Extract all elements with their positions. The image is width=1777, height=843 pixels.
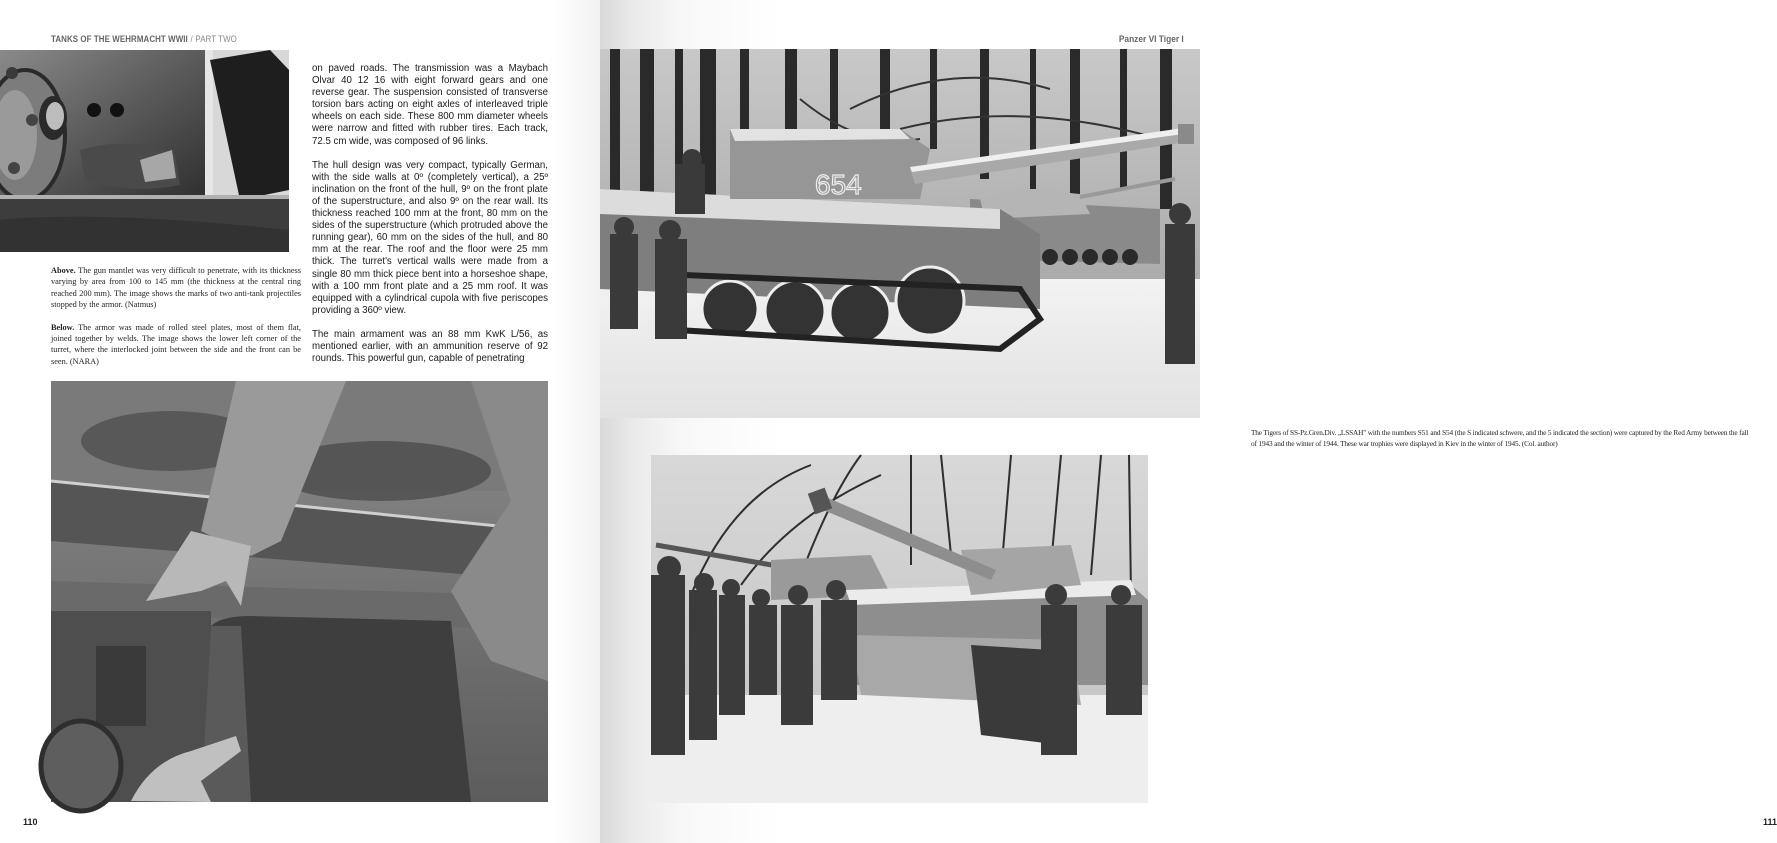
running-head-left [51,34,237,44]
caption-above [51,265,301,311]
caption-below [51,322,301,368]
caption-above-label: Above. [51,266,76,275]
tiger-display-photo [651,455,1148,803]
right-caption: The Tigers of SS-Pz.Gren.Div. „LSSAH" with the numbers S51 and S54 (the S indicated schwere, and the 5 indicated the section) were captured by the Red Army between the fall of 1943 and the winter of 1944. These war trophies were displayed in Kiev in the winter of 1945. (Col. author) [1251,428,1749,448]
running-head-separator: / [190,34,193,44]
caption-below-text: The armor was made of rolled steel plates, most of them flat, joined together by welds. The image shows the lower left corner of the turret, where the interlocked joint between the side and the front can be seen. (NARA) [51,322,301,366]
book-title: TANKS OF THE WEHRMACHT WWII [51,34,188,44]
caption-above-text: The gun mantlet was very difficult to penetrate, with its thickness varying by area from 100 to 145 mm (the thickness at the central ring reached 200 mm). The image shows the marks of two anti-tank projectiles stopped by the armor. (Natmus) [51,266,301,310]
left-page [0,0,600,843]
body-paragraph: The hull design was very compact, typically German, with the side walls at 0º (completely vertical), a 25º inclination on the front of the hull, 9º on the front plate of the superstructure, and also 9º on the rear wall. Its thickness reached 100 mm at the front, 80 mm on the sides of the superstructure (which protruded above the running gear), 60 mm on the sides of the hull, and 80 mm at the rear. The roof and the floor were 25 mm thick. The turret's vertical walls were made from a single 80 mm thick piece bent into a horseshoe shape, with a 100 mm front plate and a 25 mm roof. It was equipped with a cylindrical cupola with five periscopes providing a 360º view. [312,159,548,316]
caption-below-label: Below. [51,322,75,332]
page-number-left: 110 [23,817,38,827]
running-head-right: Panzer VI Tiger I [1119,34,1184,45]
turret-joint-photo [51,381,548,802]
right-page [600,0,1777,843]
left-captions [51,265,301,378]
tiger-s54-photo [600,49,1200,418]
page-number-right: 111 [1763,817,1777,827]
book-part: PART TWO [195,34,237,44]
body-paragraph: on paved roads. The transmission was a Maybach Olvar 40 12 16 with eight forward gears and one reverse gear. The suspension consisted of transverse torsion bars acting on eight axles of interleaved triple wheels on each side. These 800 mm diameter wheels were narrow and fitted with rubber tires. Each track, 72.5 cm wide, was composed of 96 links. [312,63,548,147]
body-paragraph: The main armament was an 88 mm KwK L/56, as mentioned earlier, with an ammunition reserve of 92 rounds. This powerful gun, capable of penetrating [312,328,548,365]
body-text-column [312,63,548,377]
turret-number: 654 [815,169,862,200]
gun-mantlet-photo [0,50,289,252]
